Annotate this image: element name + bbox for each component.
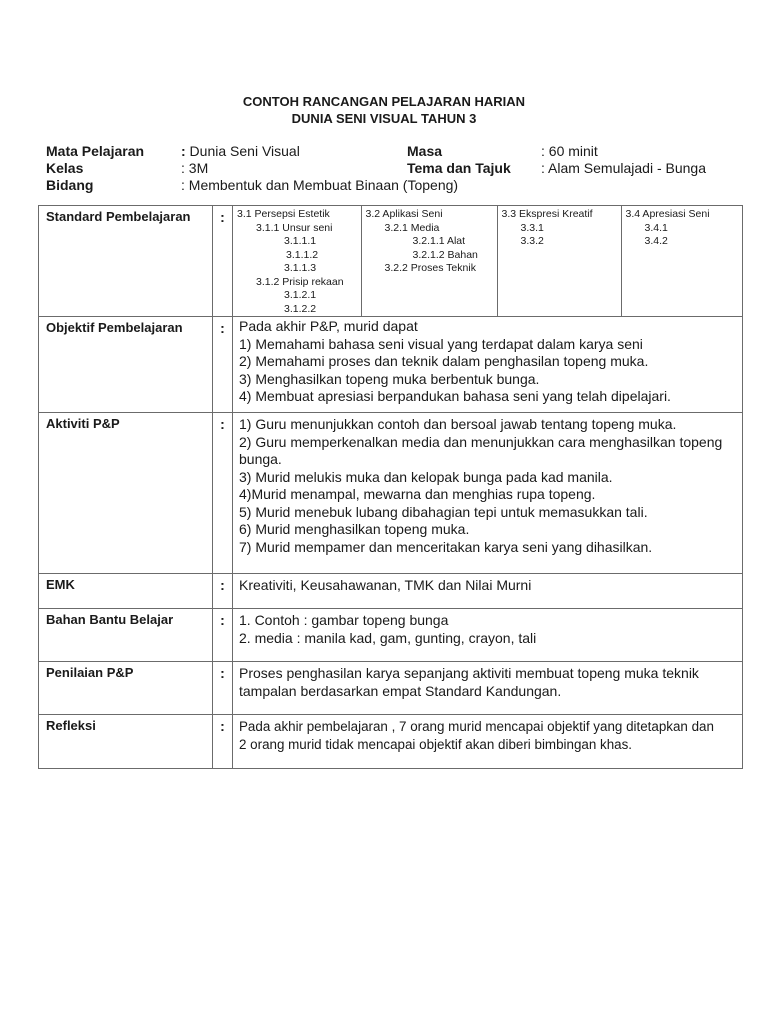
standard-item: 3.4 Apresiasi Seni (625, 208, 710, 220)
objektif-line: 4) Membuat apresiasi berpandukan bahasa seni yang telah dipelajari. (239, 388, 671, 404)
aktiviti-line: 2) Guru memperkenalkan media dan menunjukkan cara menghasilkan topeng (239, 433, 723, 450)
bidang-value: : Membentuk dan Membuat Binaan (Topeng) (181, 177, 459, 193)
colon: : (213, 574, 233, 609)
standard-col-persepsi (233, 206, 361, 316)
standard-item: 3.3.2 (520, 235, 544, 247)
aktiviti-content (233, 413, 743, 574)
bahan-line: 2. media : manila kad, gam, gunting, crayon, tali (239, 629, 537, 646)
bahan-content (233, 609, 743, 662)
aktiviti-line: 5) Murid menebuk lubang dibahagian tepi untuk memasukkan tali. (239, 503, 648, 520)
penilaian-label: Penilaian P&P (39, 662, 213, 715)
penilaian-line: Proses penghasilan karya sepanjang aktiviti membuat topeng muka teknik (239, 665, 699, 681)
refleksi-line: 2 orang murid tidak mencapai objektif akan diberi bimbingan khas. (239, 736, 633, 752)
standard-item: 3.1.1.2 (286, 248, 319, 261)
colon: : (213, 206, 233, 317)
objektif-content (233, 317, 743, 413)
emk-row (39, 574, 743, 609)
objektif-label: Objektif Pembelajaran (39, 317, 213, 413)
aktiviti-label: Aktiviti P&P (39, 413, 213, 574)
standard-item: 3.2.1 Media (384, 221, 440, 234)
kelas-label: Kelas (46, 160, 84, 176)
bahan-line: 1. Contoh : gambar topeng bunga (239, 612, 449, 628)
objektif-line: 2) Memahami proses dan teknik dalam penghasilan topeng muka. (239, 353, 649, 369)
tema-label: Tema dan Tajuk (407, 160, 511, 176)
standard-item: 3.1 Persepsi Estetik (237, 208, 330, 220)
bahan-row (39, 609, 743, 662)
standard-col-aplikasi (361, 206, 497, 316)
standard-item: 3.2.1.1 Alat (412, 235, 466, 247)
aktiviti-line: 3) Murid melukis muka dan kelopak bunga pada kad manila. (239, 468, 613, 485)
objektif-line: 1) Memahami bahasa seni visual yang terdapat dalam karya seni (239, 335, 643, 352)
standard-content (233, 206, 743, 317)
emk-content: Kreativiti, Keusahawanan, TMK dan Nilai Murni (233, 574, 743, 609)
standard-col-apresiasi (621, 206, 743, 316)
colon: : (213, 715, 233, 769)
aktiviti-line: 7) Murid mempamer dan menceritakan karya seni yang dihasilkan. (239, 538, 653, 555)
emk-label: EMK (39, 574, 213, 609)
standard-col-ekspresi (497, 206, 621, 316)
standard-item: 3.2.2 Proses Teknik (384, 262, 476, 274)
mata-pelajaran-value: : Dunia Seni Visual (181, 143, 300, 159)
refleksi-content (233, 715, 743, 769)
colon: : (213, 609, 233, 662)
standard-label: Standard Pembelajaran (39, 206, 213, 317)
standard-row (39, 206, 743, 317)
standard-item: 3.4.2 (644, 235, 668, 247)
colon: : (213, 317, 233, 413)
aktiviti-line: bunga. (239, 451, 282, 467)
penilaian-row (39, 662, 743, 715)
masa-label: Masa (407, 143, 443, 159)
masa-value: : 60 minit (541, 143, 598, 159)
document-title: CONTOH RANCANGAN PELAJARAN HARIAN (242, 94, 526, 109)
lesson-plan-table (38, 205, 743, 769)
aktiviti-line: 1) Guru menunjukkan contoh dan bersoal jawab tentang topeng muka. (239, 416, 677, 432)
standard-item: 3.1.2.1 (284, 289, 317, 301)
standard-item: 3.1.1 Unsur seni (256, 221, 333, 234)
document-subtitle: DUNIA SENI VISUAL TAHUN 3 (291, 111, 477, 126)
tema-value: : Alam Semulajadi - Bunga (541, 160, 706, 176)
standard-item: 3.1.1.3 (284, 262, 317, 274)
standard-item: 3.1.1.1 (284, 235, 317, 247)
objektif-line: 3) Menghasilkan topeng muka berbentuk bunga. (239, 370, 540, 387)
standard-item: 3.2.1.2 Bahan (412, 248, 478, 261)
objektif-row (39, 317, 743, 413)
penilaian-line: tampalan berdasarkan empat Standard Kandungan. (239, 682, 562, 699)
standard-item: 3.2 Aplikasi Seni (365, 208, 443, 220)
aktiviti-line: 6) Murid menghasilkan topeng muka. (239, 521, 470, 537)
colon: : (213, 413, 233, 574)
mata-pelajaran-label: Mata Pelajaran (46, 143, 145, 159)
refleksi-label: Refleksi (39, 715, 213, 769)
standard-item: 3.1.2 Prisip rekaan (256, 275, 344, 288)
refleksi-line: Pada akhir pembelajaran , 7 orang murid mencapai objektif yang ditetapkan dan (239, 719, 714, 734)
refleksi-row (39, 715, 743, 769)
kelas-value: : 3M (181, 160, 209, 176)
bidang-label: Bidang (46, 177, 94, 193)
penilaian-content (233, 662, 743, 715)
bahan-label: Bahan Bantu Belajar (39, 609, 213, 662)
standard-item: 3.3 Ekspresi Kreatif (501, 208, 593, 220)
standard-item: 3.1.2.2 (284, 302, 317, 315)
aktiviti-line: 4)Murid menampal, mewarna dan menghias rupa topeng. (239, 486, 596, 502)
objektif-line: Pada akhir P&P, murid dapat (239, 318, 418, 334)
standard-item: 3.4.1 (644, 221, 668, 234)
colon: : (213, 662, 233, 715)
standard-subtable (233, 206, 743, 316)
standard-item: 3.3.1 (520, 221, 544, 234)
aktiviti-row (39, 413, 743, 574)
